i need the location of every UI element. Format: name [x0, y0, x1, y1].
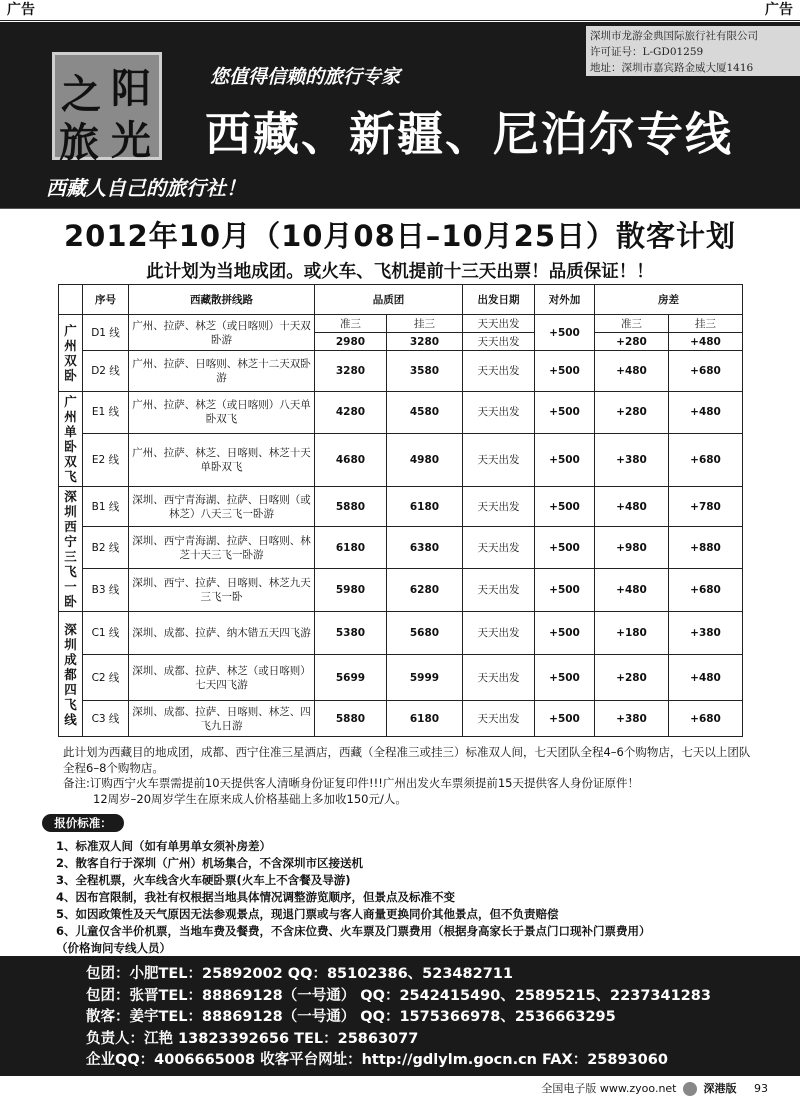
ad-tag-right: 广告	[765, 2, 793, 18]
logo-char: 旅	[59, 119, 99, 166]
departure-cell: 天天出发	[463, 433, 535, 486]
route-cell: 深圳、西宁、拉萨、日喀则、林芝九天三飞一卧	[129, 569, 315, 612]
note-line: 此计划为西藏目的地成团，成都、西宁住准三星酒店，西藏（全程准三或挂三）标准双人间，七天团队全程4–6个购物店，七天以上团队全程6–8个购物店。	[63, 745, 751, 775]
room-zhunsan: +280	[595, 655, 669, 701]
route-cell: 深圳、成都、拉萨、日喀则、林芝、四飞九日游	[129, 701, 315, 737]
room-guasan: +880	[669, 527, 743, 569]
header-group	[59, 285, 83, 315]
price-zhunsan: 6180	[315, 527, 387, 569]
room-guasan: +480	[669, 392, 743, 434]
header-route: 西藏散拼线路	[129, 285, 315, 315]
top-divider	[0, 20, 800, 21]
standards-list	[56, 838, 756, 957]
price-guasan: 4980	[387, 433, 463, 486]
extra-cell: +500	[535, 392, 595, 434]
room-zhunsan: +280	[595, 333, 669, 351]
extra-cell: +500	[535, 527, 595, 569]
price-zhunsan: 2980	[315, 333, 387, 351]
room-guasan: +480	[669, 333, 743, 351]
footer-edition: 深港版	[703, 1082, 737, 1095]
price-zhunsan: 4680	[315, 433, 387, 486]
price-guasan: 6180	[387, 701, 463, 737]
departure-cell: 天天出发	[463, 487, 535, 527]
route-cell: 深圳、成都、拉萨、纳木错五天四飞游	[129, 612, 315, 655]
price-zhunsan: 3280	[315, 351, 387, 392]
price-guasan: 5680	[387, 612, 463, 655]
line-code: C3 线	[83, 701, 129, 737]
route-cell: 深圳、西宁青海湖、拉萨、日喀则、林芝十天三飞一卧游	[129, 527, 315, 569]
price-zhunsan: 5380	[315, 612, 387, 655]
room-guasan: +380	[669, 612, 743, 655]
sub-header-guasan: 挂三	[669, 315, 743, 333]
standard-item: 4、因布宫限制，我社有权根据当地具体情况调整游览顺序，但景点及标准不变	[56, 890, 455, 904]
departure-cell: 天天出发	[463, 351, 535, 392]
departure-cell: 天天出发	[463, 315, 535, 333]
contact-line: 散客：姜宇TEL：88869128（一号通） QQ：1575366978、2536663295	[86, 1009, 616, 1025]
room-zhunsan: +480	[595, 351, 669, 392]
extra-cell: +500	[535, 701, 595, 737]
departure-cell: 天天出发	[463, 333, 535, 351]
route-cell: 广州、拉萨、林芝（或日喀则）十天双卧游	[129, 315, 315, 351]
logo-char: 光	[111, 117, 151, 164]
standards-badge: 报价标准：	[42, 814, 124, 832]
standard-item: 1、标准双人间（如有单男单女须补房差）	[56, 839, 271, 853]
room-guasan: +680	[669, 351, 743, 392]
logo-char: 之	[61, 71, 101, 118]
route-cell: 广州、拉萨、林芝（或日喀则）八天单卧双飞	[129, 392, 315, 434]
line-code: C1 线	[83, 612, 129, 655]
room-guasan: +680	[669, 701, 743, 737]
footer-site: 全国电子版 www.zyoo.net	[541, 1082, 677, 1095]
price-zhunsan: 5980	[315, 569, 387, 612]
standard-item: 3、全程机票，火车线含火车硬卧票(火车上不含餐及导游)	[56, 873, 351, 887]
license-company: 深圳市龙游金典国际旅行社有限公司	[590, 30, 758, 42]
price-guasan: 4580	[387, 392, 463, 434]
line-code: D2 线	[83, 351, 129, 392]
contact-box	[0, 956, 800, 1076]
sub-header-zhunsan: 准三	[315, 315, 387, 333]
departure-cell: 天天出发	[463, 701, 535, 737]
extra-cell: +500	[535, 612, 595, 655]
price-zhunsan: 5880	[315, 701, 387, 737]
sub-header-zhunsan: 准三	[595, 315, 669, 333]
room-zhunsan: +180	[595, 612, 669, 655]
note-line: 备注:订购西宁火车票需提前10天提供客人清晰身份证复印件!!!广州出发火车票须提前15天提供客人身份证原件！	[63, 776, 639, 790]
price-guasan: 5999	[387, 655, 463, 701]
extra-cell: +500	[535, 487, 595, 527]
line-code: E1 线	[83, 392, 129, 434]
standard-item: 5、如因政策性及天气原因无法参观景点，现退门票或与客人商量更换同价其他景点，但不负责赔偿	[56, 907, 559, 921]
standard-item: 2、散客自行于深圳（广州）机场集合，不含深圳市区接送机	[56, 856, 363, 870]
contact-line: 包团：张晋TEL：88869128（一号通） QQ：2542415490、25895215、2237341283	[86, 987, 711, 1004]
headline: 西藏、新疆、尼泊尔专线	[205, 107, 733, 161]
table-row	[59, 569, 743, 612]
extra-cell: +500	[535, 315, 595, 351]
price-guasan: 3280	[387, 333, 463, 351]
notes-section	[63, 745, 753, 807]
route-cell: 深圳、西宁青海湖、拉萨、日喀则（或林芝）八天三飞一卧游	[129, 487, 315, 527]
table-header-row	[59, 285, 743, 315]
slogan: 您值得信赖的旅行专家	[210, 66, 401, 88]
extra-cell: +500	[535, 433, 595, 486]
note-line: 12周岁–20周岁学生在原来成人价格基础上多加收150元/人。	[93, 791, 407, 806]
page-footer	[541, 1080, 768, 1098]
room-zhunsan: +280	[595, 392, 669, 434]
logo-char: 阳	[111, 65, 151, 112]
edition-emblem-icon	[683, 1082, 697, 1096]
table-row	[59, 527, 743, 569]
route-cell: 广州、拉萨、日喀则、林芝十二天双卧游	[129, 351, 315, 392]
group-cell: 广州单卧双飞	[59, 392, 83, 487]
group-cell: 广州双卧	[59, 315, 83, 392]
room-guasan: +780	[669, 487, 743, 527]
price-guasan: 6380	[387, 527, 463, 569]
table-row	[59, 392, 743, 434]
header-quality: 品质团	[315, 285, 463, 315]
line-code: E2 线	[83, 433, 129, 486]
standard-item: 6、儿童仅含半价机票，当地车费及餐费，不含床位费、火车票及门票费用（根据身高家长于景点门口现补门票费用）	[56, 924, 651, 938]
departure-cell: 天天出发	[463, 569, 535, 612]
room-zhunsan: +480	[595, 569, 669, 612]
header-no: 序号	[83, 285, 129, 315]
sub-header-guasan: 挂三	[387, 315, 463, 333]
room-guasan: +480	[669, 655, 743, 701]
extra-cell: +500	[535, 351, 595, 392]
contact-line: 企业QQ：4006665008 收客平台网址：http://gdlylm.gocn.cn FAX：25893060	[86, 1052, 668, 1068]
line-code: B3 线	[83, 569, 129, 612]
price-zhunsan: 5699	[315, 655, 387, 701]
table-row	[59, 487, 743, 527]
price-guasan: 6180	[387, 487, 463, 527]
price-zhunsan: 4280	[315, 392, 387, 434]
license-permit: 许可证号：L-GD01259	[590, 46, 704, 58]
standard-item: （价格询问专线人员）	[56, 941, 171, 955]
table-row	[59, 612, 743, 655]
room-guasan: +680	[669, 433, 743, 486]
departure-cell: 天天出发	[463, 392, 535, 434]
contact-line: 包团：小肥TEL：25892002 QQ：85102386、523482711	[86, 966, 513, 982]
price-guasan: 3580	[387, 351, 463, 392]
line-code: D1 线	[83, 315, 129, 351]
room-zhunsan: +980	[595, 527, 669, 569]
ad-tag-left: 广告	[7, 2, 35, 18]
line-code: B1 线	[83, 487, 129, 527]
route-cell: 深圳、成都、拉萨、林芝（或日喀则）七天四飞游	[129, 655, 315, 701]
departure-cell: 天天出发	[463, 527, 535, 569]
route-cell: 广州、拉萨、林芝、日喀则、林芝十天 单卧双飞	[129, 433, 315, 486]
header-departure: 出发日期	[463, 285, 535, 315]
line-code: B2 线	[83, 527, 129, 569]
group-cell: 深圳成都四飞线	[59, 612, 83, 737]
line-code: C2 线	[83, 655, 129, 701]
header-extra: 对外加	[535, 285, 595, 315]
table-row	[59, 433, 743, 486]
contact-line: 负责人：江艳 13823392656 TEL：25863077	[86, 1030, 419, 1047]
table-row	[59, 655, 743, 701]
extra-cell: +500	[535, 655, 595, 701]
plan-title: 2012年10月（10月08日–10月25日）散客计划	[64, 219, 736, 253]
header-room: 房差	[595, 285, 743, 315]
license-address: 地址：深圳市嘉宾路金威大厦1416	[590, 62, 754, 74]
room-guasan: +680	[669, 569, 743, 612]
price-guasan: 6280	[387, 569, 463, 612]
subheadline: 西藏人自己的旅行社！	[46, 176, 246, 200]
departure-cell: 天天出发	[463, 655, 535, 701]
tour-price-table	[58, 284, 743, 737]
group-cell: 深圳西宁三飞一卧	[59, 487, 83, 612]
extra-cell: +500	[535, 569, 595, 612]
table-row	[59, 315, 743, 333]
table-row	[59, 351, 743, 392]
room-zhunsan: +480	[595, 487, 669, 527]
price-zhunsan: 5880	[315, 487, 387, 527]
table-row	[59, 701, 743, 737]
departure-cell: 天天出发	[463, 612, 535, 655]
company-logo	[52, 52, 162, 166]
license-box	[586, 26, 800, 76]
room-zhunsan: +380	[595, 433, 669, 486]
page-number: 93	[754, 1082, 768, 1095]
header-banner	[0, 22, 800, 209]
room-zhunsan: +380	[595, 701, 669, 737]
plan-note: 此计划为当地成团。或火车、飞机提前十三天出票！品质保证！！	[146, 262, 654, 282]
